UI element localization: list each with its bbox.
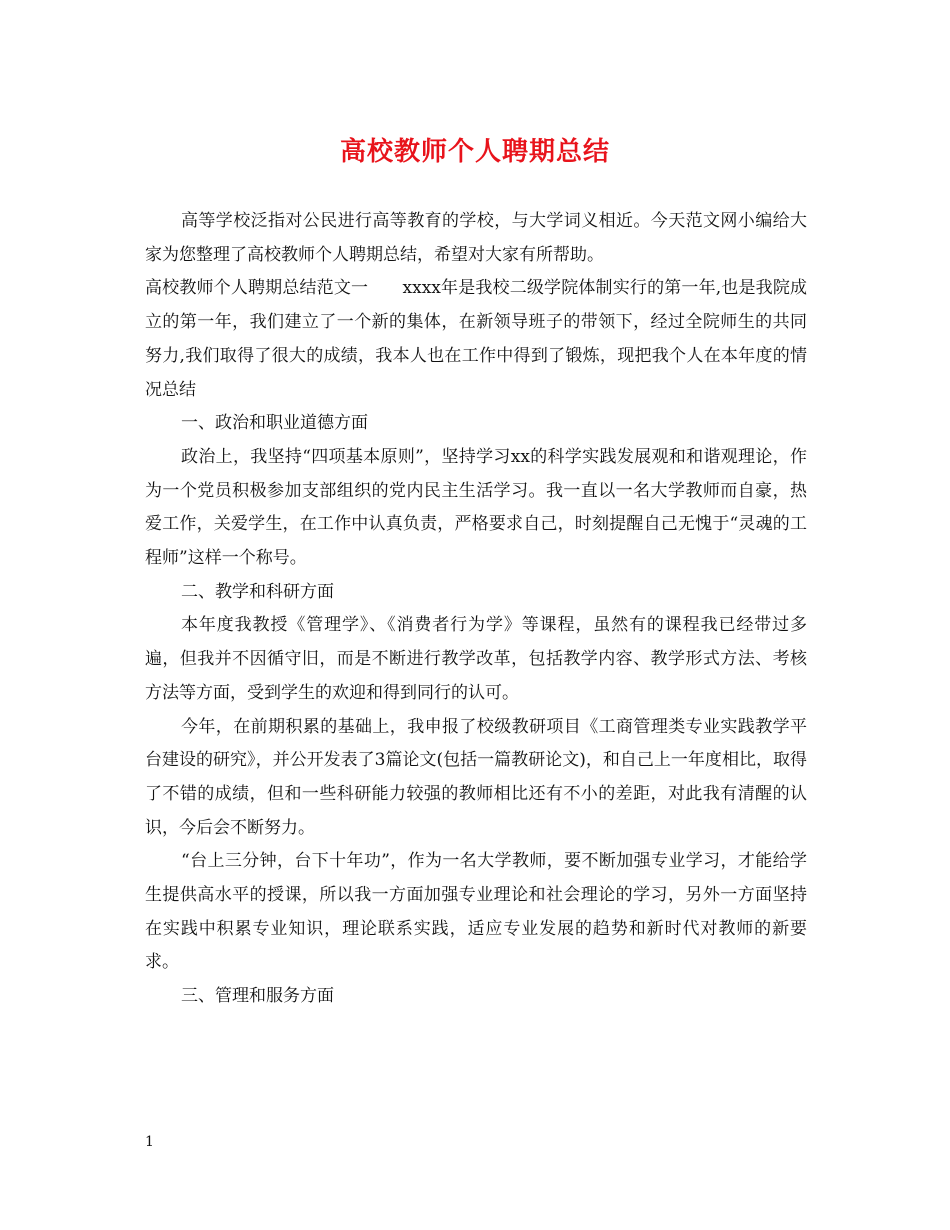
document-title: 高校教师个人聘期总结 — [339, 137, 610, 167]
paragraph-research: 今年，在前期积累的基础上，我申报了校级教研项目《工商管理类专业实践教学平台建设的研究》，并公开发表了3篇论文(包括一篇教研论文)，和自己上一年度相比，取得了不错的成绩，但和一些科研能力较强的教师相比还有不小的差距，对此我有清醒的认识，今后会不断努力。 — [145, 716, 807, 838]
paragraph-sample-heading: 高校教师个人聘期总结范文一 xxxx年是我校二级学院体制实行的第一年,也是我院成立的第一年，我们建立了一个新的集体，在新领导班子的带领下，经过全院师生的共同努力,我们取得了很大的成绩，我本人也在工作中得到了锻炼，现把我个人在本年度的情况总结 — [145, 278, 807, 400]
page-number: 1 — [145, 1134, 154, 1150]
section-heading-politics: 一、政治和职业道德方面 — [181, 413, 368, 434]
paragraph-intro: 高等学校泛指对公民进行高等教育的学校，与大学词义相近。今天范文网小编给大家为您整理了高校教师个人聘期总结，希望对大家有所帮助。 — [145, 211, 807, 265]
document-body — [145, 205, 807, 1014]
paragraph-politics: 政治上，我坚持“四项基本原则”，坚持学习xx的科学实践发展观和和谐观理论，作为一个党员积极参加支部组织的党内民主生活学习。我一直以一名大学教师而自豪，热爱工作，关爱学生，在工作中认真负责，严格要求自己，时刻提醒自己无愧于“灵魂的工程师”这样一个称号。 — [145, 446, 807, 569]
paragraph-study: “台上三分钟，台下十年功”，作为一名大学教师，要不断加强专业学习，才能给学生提供高水平的授课，所以我一方面加强专业理论和社会理论的学习，另外一方面坚持在实践中积累专业知识，理论联系实践，适应专业发展的趋势和新时代对教师的新要求。 — [145, 851, 807, 973]
paragraph-teaching: 本年度我教授《管理学》、《消费者行为学》等课程，虽然有的课程我已经带过多遍，但我并不因循守旧，而是不断进行教学改革，包括教学内容、教学形式方法、考核方法等方面，受到学生的欢迎和得到同行的认可。 — [145, 615, 807, 703]
section-heading-teaching: 二、教学和科研方面 — [181, 581, 334, 602]
section-heading-management: 三、管理和服务方面 — [181, 986, 334, 1007]
